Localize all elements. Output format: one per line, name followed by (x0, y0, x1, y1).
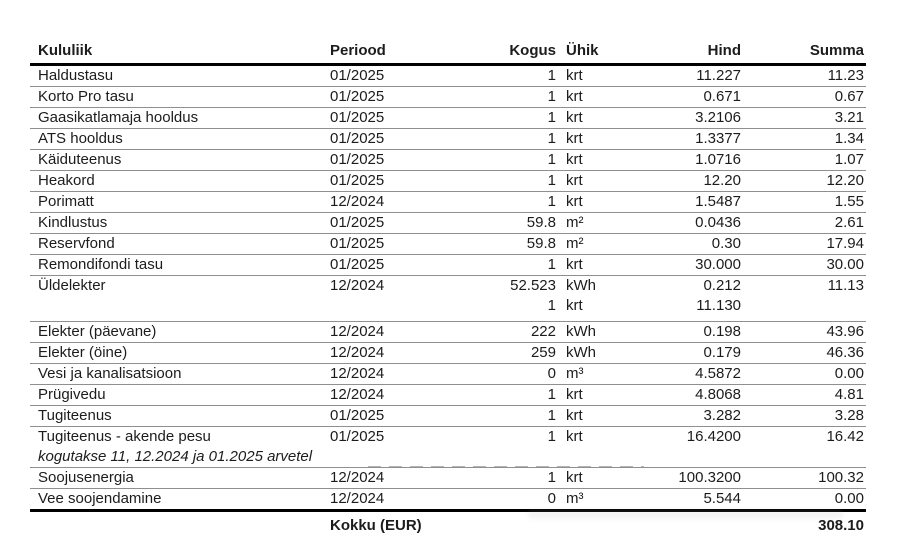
cell-periood: 01/2025 (330, 235, 385, 252)
cell-kululiik: Korto Pro tasu (38, 88, 134, 105)
cell-kululiik: Üldelekter (38, 277, 106, 294)
cell-kogus: 1 (547, 67, 556, 84)
cell-kululiik: Käiduteenus (38, 151, 122, 168)
cell-kogus: 0 (547, 490, 556, 507)
cell-hind: 1.0716 (695, 151, 741, 168)
cell-summa: 16.42 (826, 428, 864, 445)
table-row (30, 213, 866, 234)
cell-summa: 11.23 (827, 67, 864, 84)
cell-hind: 12.20 (703, 172, 741, 189)
cell-summa: 4.81 (834, 386, 864, 403)
cell-kogus: 1 (547, 151, 556, 168)
cell-kululiik: Tugiteenus (38, 407, 112, 424)
cell-periood: 01/2025 (330, 214, 385, 231)
table-row (30, 276, 866, 297)
cell-summa: 0.67 (834, 88, 864, 105)
cell-periood: 12/2024 (330, 365, 385, 382)
cell-hind: 16.4200 (686, 428, 741, 445)
column-header-uhik: Ühik (566, 42, 599, 59)
total-value: 308.10 (818, 517, 864, 534)
cell-hind: 0.179 (703, 344, 741, 361)
cell-summa: 1.34 (834, 130, 864, 147)
cell-periood: 01/2025 (330, 88, 385, 105)
table-row (30, 385, 866, 406)
cell-kululiik: Porimatt (38, 193, 94, 210)
cell-hind: 11.227 (696, 67, 741, 84)
cell-kogus: 1 (547, 386, 556, 403)
cell-summa: 46.36 (826, 344, 864, 361)
cell-hind: 30.000 (695, 256, 741, 273)
cell-kululiik: Reservfond (38, 235, 115, 252)
cell-uhik: m² (566, 214, 584, 231)
table-row (30, 150, 866, 171)
cell-kogus: 1 (547, 297, 556, 314)
column-header-summa: Summa (809, 42, 864, 59)
cell-periood: 12/2024 (330, 323, 385, 340)
cell-summa: 17.94 (826, 235, 864, 252)
cell-uhik: kWh (566, 323, 596, 340)
cell-uhik: krt (566, 151, 583, 168)
column-header-periood: Periood (330, 42, 386, 59)
cell-uhik: krt (566, 386, 583, 403)
cell-periood: 12/2024 (330, 193, 385, 210)
cell-kululiik: Soojusenergia (38, 469, 134, 486)
cell-periood: 01/2025 (330, 407, 385, 424)
cell-uhik: m² (566, 235, 584, 252)
cell-summa: 12.20 (826, 172, 864, 189)
cell-kululiik: Tugiteenus - akende pesu (38, 428, 211, 445)
cell-kogus: 1 (547, 88, 556, 105)
watermark-dashes (368, 466, 644, 468)
cell-hind: 100.3200 (678, 469, 741, 486)
table-row (30, 322, 866, 343)
table-row (30, 108, 866, 129)
cell-hind: 3.2106 (695, 109, 741, 126)
cost-table (30, 40, 866, 537)
cell-summa: 2.61 (834, 214, 864, 231)
cell-kogus: 222 (530, 323, 556, 340)
cell-periood: 12/2024 (330, 490, 385, 507)
table-row (30, 489, 866, 511)
invoice-cost-table (30, 40, 866, 537)
note-text: kogutakse 11, 12.2024 ja 01.2025 arvetel (30, 447, 866, 468)
cell-uhik: krt (566, 67, 583, 84)
table-row (30, 255, 866, 276)
cell-kululiik: Elekter (öine) (38, 344, 128, 361)
total-label: Kokku (EUR) (330, 517, 422, 534)
cell-periood: 01/2025 (330, 256, 385, 273)
cell-hind: 3.282 (703, 407, 741, 424)
cell-kululiik: Gaasikatlamaja hooldus (38, 109, 199, 126)
cell-hind: 0.0436 (695, 214, 741, 231)
cell-kogus: 1 (547, 109, 556, 126)
cell-periood: 01/2025 (330, 67, 385, 84)
cell-hind: 5.544 (703, 490, 741, 507)
cell-uhik: krt (566, 469, 583, 486)
table-row (30, 364, 866, 385)
cell-uhik: krt (566, 172, 583, 189)
cell-kululiik: ATS hooldus (38, 130, 123, 147)
cell-kogus: 1 (547, 130, 556, 147)
table-row (30, 129, 866, 150)
cell-summa: 1.55 (834, 193, 864, 210)
cell-summa: 100.32 (818, 469, 864, 486)
cell-periood: 01/2025 (330, 428, 385, 445)
table-row (30, 427, 866, 448)
cell-uhik: krt (566, 193, 583, 210)
table-row (30, 406, 866, 427)
column-header-kululiik: Kululiik (38, 42, 93, 59)
cell-uhik: m³ (566, 365, 584, 382)
cell-summa (741, 296, 866, 322)
cell-uhik: kWh (566, 344, 596, 361)
cell-kogus: 259 (530, 344, 556, 361)
cell-hind: 0.30 (711, 235, 741, 252)
cell-summa: 1.07 (834, 151, 864, 168)
cell-uhik: krt (566, 297, 583, 314)
table-row (30, 192, 866, 213)
cell-kululiik: Kindlustus (38, 214, 108, 231)
column-header-kogus: Kogus (509, 42, 556, 59)
cell-periood: 12/2024 (330, 386, 385, 403)
cell-kogus: 1 (547, 193, 556, 210)
cell-periood: 12/2024 (330, 277, 385, 294)
cell-hind: 1.3377 (695, 130, 741, 147)
column-header-hind: Hind (707, 42, 741, 59)
cell-uhik: krt (566, 109, 583, 126)
cell-kogus: 59.8 (526, 214, 556, 231)
cell-periood: 12/2024 (330, 344, 385, 361)
cell-uhik: krt (566, 428, 583, 445)
cell-periood: 01/2025 (330, 172, 385, 189)
table-body (30, 65, 866, 511)
cell-kululiik: Elekter (päevane) (38, 323, 157, 340)
table-row (30, 296, 866, 322)
cell-periood: 01/2025 (330, 151, 385, 168)
cell-kululiik: Remondifondi tasu (38, 256, 164, 273)
cell-periood (330, 296, 445, 322)
header-row (30, 40, 866, 65)
cell-kogus: 59.8 (526, 235, 556, 252)
cell-uhik: krt (566, 407, 583, 424)
cell-uhik: m³ (566, 490, 584, 507)
cell-periood: 01/2025 (330, 130, 385, 147)
cell-hind: 4.8068 (695, 386, 741, 403)
cell-kogus: 0 (547, 365, 556, 382)
cell-summa: 3.28 (834, 407, 864, 424)
cell-uhik: kWh (566, 277, 596, 294)
cell-kogus: 52.523 (510, 277, 556, 294)
table-row (30, 343, 866, 364)
cell-hind: 0.198 (703, 323, 741, 340)
cell-uhik: krt (566, 88, 583, 105)
cell-kogus: 1 (547, 407, 556, 424)
cell-summa: 30.00 (826, 256, 864, 273)
table-row (30, 468, 866, 489)
cell-kogus: 1 (547, 256, 556, 273)
cell-summa: 43.96 (826, 323, 864, 340)
cell-kogus: 1 (547, 428, 556, 445)
cell-kululiik: Vee soojendamine (38, 490, 162, 507)
cell-uhik: krt (566, 256, 583, 273)
cell-kogus: 1 (547, 469, 556, 486)
cell-hind: 0.671 (703, 88, 741, 105)
cell-summa: 0.00 (834, 365, 864, 382)
table-row (30, 234, 866, 255)
cell-kululiik: Heakord (38, 172, 95, 189)
cell-kululiik: Prügivedu (38, 386, 106, 403)
cell-periood: 12/2024 (330, 469, 385, 486)
cell-hind: 4.5872 (695, 365, 741, 382)
watermark-footer-smudge (528, 510, 843, 519)
cell-hind: 11.130 (696, 297, 741, 314)
cell-empty (30, 511, 330, 538)
cell-kululiik: Vesi ja kanalisatsioon (38, 365, 182, 382)
cell-hind: 0.212 (703, 277, 741, 294)
table-row (30, 87, 866, 108)
cell-kululiik: Haldustasu (38, 67, 114, 84)
table-row (30, 65, 866, 87)
cell-summa: 11.13 (827, 277, 864, 294)
cell-summa: 3.21 (834, 109, 864, 126)
table-row (30, 171, 866, 192)
cell-hind: 1.5487 (695, 193, 741, 210)
cell-kululiik (30, 296, 330, 322)
cell-kogus: 1 (547, 172, 556, 189)
cell-summa: 0.00 (834, 490, 864, 507)
cell-periood: 01/2025 (330, 109, 385, 126)
cell-uhik: krt (566, 130, 583, 147)
note-row (30, 447, 866, 468)
